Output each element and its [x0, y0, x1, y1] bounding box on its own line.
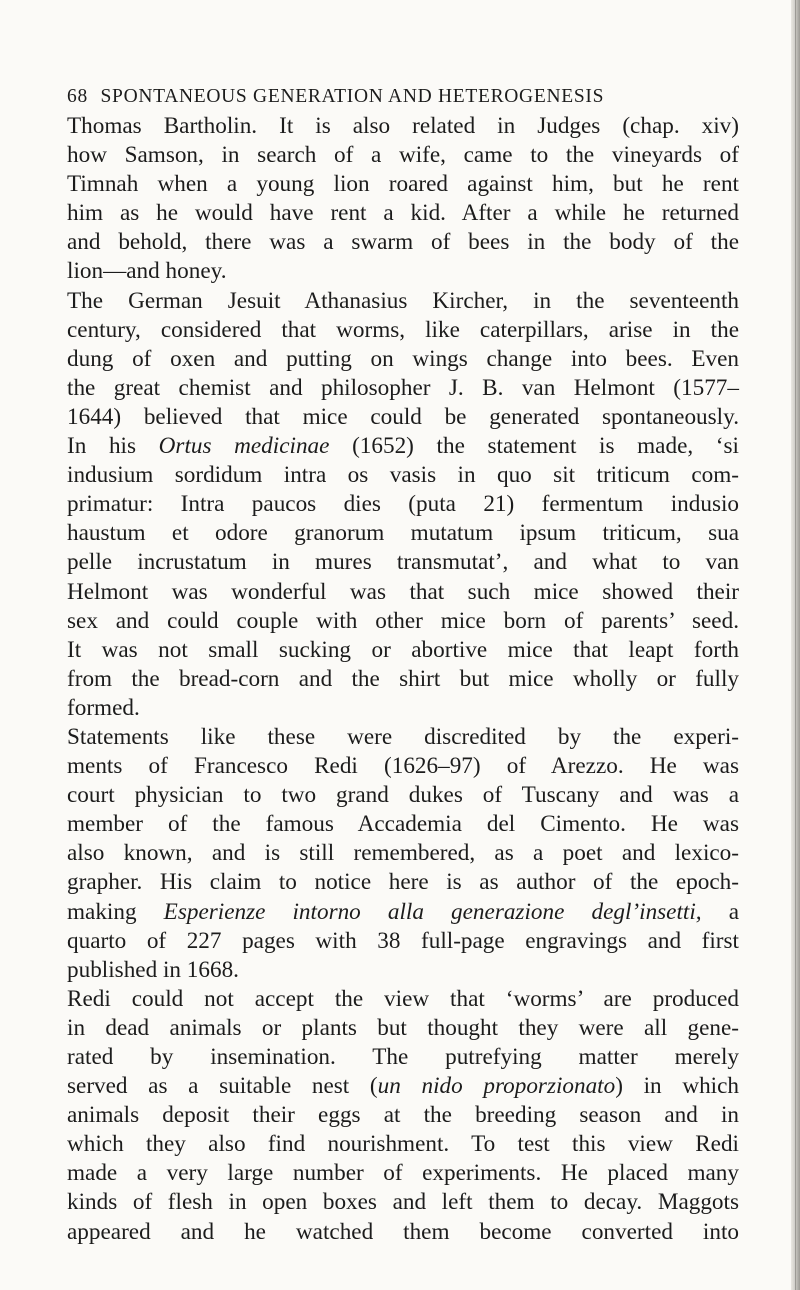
italic-text: Ortus medicinae [158, 433, 330, 460]
page-number: 68 [67, 86, 88, 107]
text-line [67, 1159, 739, 1188]
text-line [67, 694, 739, 723]
text-segment: in dead animals or plants but thought they were all gene- [67, 1014, 739, 1041]
text-segment: Helmont was wonderful was that such mice showed their [67, 578, 739, 605]
text-line [67, 898, 739, 927]
text-line [67, 665, 739, 694]
text-segment: him as he would have rent a kid. After a while he returned [67, 200, 739, 227]
text-segment: appeared and he watched them become converted into [67, 1218, 739, 1245]
text-line [67, 548, 739, 577]
text-segment: kinds of flesh in open boxes and left them to decay. Maggots [67, 1189, 739, 1216]
text-line [67, 607, 739, 636]
text-line [67, 1043, 739, 1072]
text-segment: published in 1668. [67, 956, 239, 983]
text-line [67, 578, 739, 607]
text-segment: sex and could couple with other mice born of parents’ seed. [67, 607, 739, 634]
text-segment: also known, and is still remembered, as a poet and lexico- [67, 840, 739, 867]
page-edge-line [795, 0, 796, 1290]
text-line [67, 403, 739, 432]
text-segment: ) in which [615, 1073, 739, 1100]
text-line [67, 927, 739, 956]
text-segment: a [701, 898, 740, 925]
text-segment: indusium sordidum intra os vasis in quo sit triticum com- [67, 462, 739, 489]
running-title: SPONTANEOUS GENERATION AND HETEROGENESIS [100, 86, 605, 107]
text-line [67, 985, 739, 1014]
text-segment: animals deposit their eggs at the breeding season and in [67, 1102, 739, 1129]
text-segment: century, considered that worms, like caterpillars, arise in the [67, 316, 739, 343]
text-line [67, 519, 739, 548]
text-line [67, 432, 739, 461]
text-segment: pelle incrustatum in mures transmutat’, and what to van [67, 549, 739, 576]
text-line [67, 1188, 739, 1217]
text-segment: grapher. His claim to notice here is as author of the epoch- [67, 869, 739, 896]
text-segment: the great chemist and philosopher J. B. van Helmont (1577– [67, 374, 739, 401]
text-segment: haustum et odore granorum mutatum ipsum triticum, sua [67, 520, 739, 547]
text-segment: how Samson, in search of a wife, came to the vineyards of [67, 142, 739, 169]
text-segment: member of the famous Accademia del Cimento. He was [67, 811, 739, 838]
text-line [67, 199, 739, 228]
text-line [67, 490, 739, 519]
text-line [67, 374, 739, 403]
text-line [67, 287, 739, 316]
text-segment: (1652) the statement is made, ‘si [329, 433, 739, 460]
italic-text: un nido proporzionato [377, 1073, 616, 1100]
italic-text: Esperienze intorno alla generazione degl’insetti, [163, 898, 702, 925]
text-line [67, 1014, 739, 1043]
text-segment: Statements like these were discredited by the experi- [67, 723, 739, 750]
text-segment: In his [67, 433, 159, 460]
text-segment: court physician to two grand dukes of Tuscany and was a [67, 782, 739, 809]
running-header [67, 86, 747, 108]
text-segment: from the bread-corn and the shirt but mice wholly or fully [67, 665, 739, 692]
text-segment: lion—and honey. [67, 258, 227, 285]
text-line [67, 781, 739, 810]
text-line [67, 170, 739, 199]
text-segment: ments of Francesco Redi (1626–97) of Arezzo. He was [67, 753, 739, 780]
text-segment: Timnah when a young lion roared against him, but he rent [67, 171, 739, 198]
text-segment: quarto of 227 pages with 38 full-page engravings and first [67, 927, 739, 954]
text-line [67, 752, 739, 781]
text-segment: made a very large number of experiments. He placed many [67, 1160, 739, 1187]
text-line [67, 723, 739, 752]
text-segment: It was not small sucking or abortive mice that leapt forth [67, 636, 739, 663]
text-segment: which they also find nourishment. To test this view Redi [67, 1131, 739, 1158]
text-segment: and behold, there was a swarm of bees in the body of the [67, 229, 739, 256]
text-line [67, 1218, 739, 1247]
text-line [67, 1072, 739, 1101]
text-segment: 1644) believed that mice could be generated spontaneously. [67, 403, 739, 430]
text-segment: Thomas Bartholin. It is also related in Judges (chap. xiv) [67, 113, 739, 139]
text-line [67, 316, 739, 345]
text-line [67, 636, 739, 665]
text-segment: dung of oxen and putting on wings change into bees. Even [67, 345, 739, 372]
body-text [67, 112, 739, 1247]
text-line [67, 810, 739, 839]
text-segment: rated by insemination. The putrefying matter merely [67, 1044, 739, 1070]
text-segment: making [67, 898, 164, 925]
text-line [67, 461, 739, 490]
text-line [67, 141, 739, 170]
text-segment: primatur: Intra paucos dies (puta 21) fermentum indusio [67, 491, 739, 518]
text-line [67, 345, 739, 374]
text-line [67, 257, 739, 286]
text-segment: Redi could not accept the view that ‘worms’ are produced [67, 985, 739, 1012]
text-line [67, 839, 739, 868]
text-line [67, 228, 739, 257]
text-line [67, 1101, 739, 1130]
text-segment: formed. [67, 694, 140, 721]
text-segment: served as a suitable nest ( [67, 1073, 378, 1100]
text-line [67, 112, 739, 141]
text-line [67, 868, 739, 897]
text-segment: The German Jesuit Athanasius Kircher, in the seventeenth [67, 287, 739, 314]
text-line [67, 1130, 739, 1159]
text-line [67, 956, 739, 985]
